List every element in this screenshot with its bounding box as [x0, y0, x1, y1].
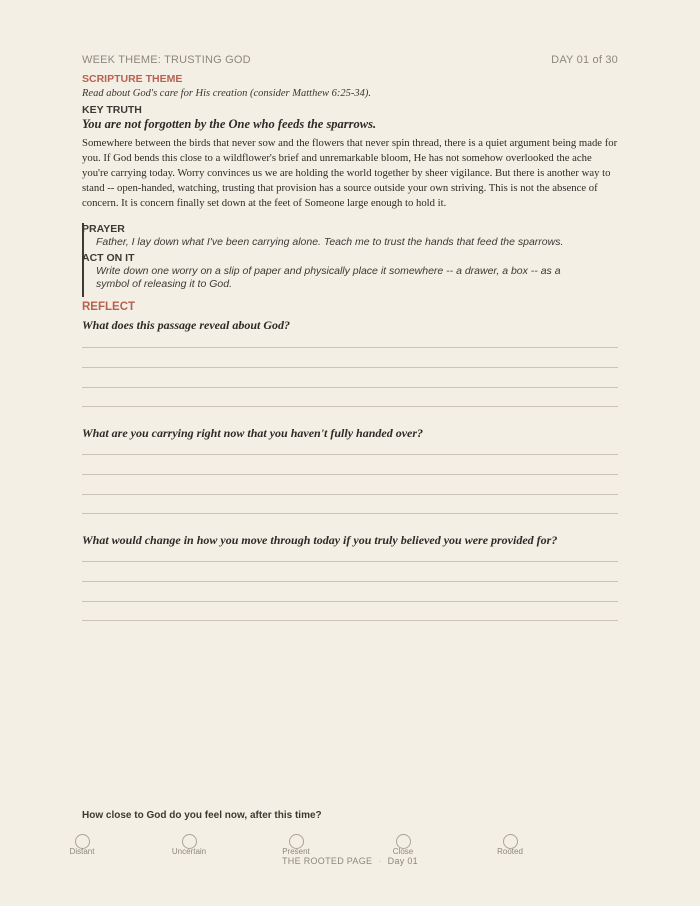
writing-line[interactable] [82, 367, 618, 368]
reflect-question-2: What are you carrying right now that you haven't fully handed over? [82, 426, 424, 440]
page-header [82, 54, 618, 70]
reflect-question-1: What does this passage reveal about God? [82, 318, 291, 332]
writing-line[interactable] [82, 513, 618, 514]
rating-option-label: Distant [69, 847, 95, 856]
footer-brand: THE ROOTED PAGE [282, 856, 373, 866]
key-truth-label: KEY TRUTH [82, 104, 142, 116]
footer-separator: · [378, 856, 382, 866]
writing-line[interactable] [82, 474, 618, 475]
writing-line[interactable] [82, 581, 618, 582]
footer-day: Day 01 [387, 856, 418, 866]
day-counter: DAY 01 of 30 [551, 54, 618, 66]
act-on-it-text: Write down one worry on a slip of paper and physically place it somewhere -- a drawer, a box -- as a symbol of releasing it to God. [96, 265, 561, 290]
writing-line[interactable] [82, 454, 618, 455]
rating-option-uncertain[interactable] [159, 834, 219, 856]
prayer-action-callout [82, 223, 620, 297]
writing-line[interactable] [82, 494, 618, 495]
writing-line[interactable] [82, 561, 618, 562]
scripture-theme-label: SCRIPTURE THEME [82, 73, 183, 85]
writing-line[interactable] [82, 406, 618, 407]
writing-line[interactable] [82, 601, 618, 602]
page-footer [0, 856, 700, 866]
writing-line[interactable] [82, 620, 618, 621]
rating-option-label: Present [282, 847, 310, 856]
devotional-body: Somewhere between the birds that never sow and the flowers that never spin thread, there is a quiet argument being made for you. If God bends this close to a wildflower's brief and unremarkable bloom, He has not somehow overlooked the ache you're carrying today. Worry convinces us we are holding the world together by sheer vigilance. But there is another way to stand -- open-handed, watching, trusting that provision has a source outside your own striving. This is not the absence of concern. It is concern finally set down at the feet of Someone large enough to hold it. [82, 137, 618, 209]
rating-option-close[interactable] [373, 834, 433, 856]
reflect-question-3: What would change in how you move through today if you truly believed you were provided for? [82, 533, 558, 547]
writing-line[interactable] [82, 347, 618, 348]
key-truth-text: You are not forgotten by the One who feeds the sparrows. [82, 117, 377, 131]
writing-line[interactable] [82, 387, 618, 388]
prayer-label: PRAYER [82, 223, 125, 235]
week-theme: WEEK THEME: TRUSTING GOD [82, 54, 251, 66]
rating-option-present[interactable] [266, 834, 326, 856]
rating-option-label: Uncertain [171, 847, 207, 856]
rating-option-rooted[interactable] [480, 834, 540, 856]
scripture-theme-text: Read about God's care for His creation (consider Matthew 6:25-34). [82, 88, 372, 99]
rating-option-distant[interactable] [52, 834, 112, 856]
closeness-question: How close to God do you feel now, after this time? [82, 810, 322, 821]
prayer-text: Father, I lay down what I've been carrying alone. Teach me to trust the hands that feed the sparrows. [96, 236, 564, 248]
rating-option-label: Rooted [497, 847, 523, 856]
reflect-label: REFLECT [82, 301, 136, 313]
rating-option-label: Close [392, 847, 414, 856]
act-on-it-label: ACT ON IT [82, 252, 135, 264]
